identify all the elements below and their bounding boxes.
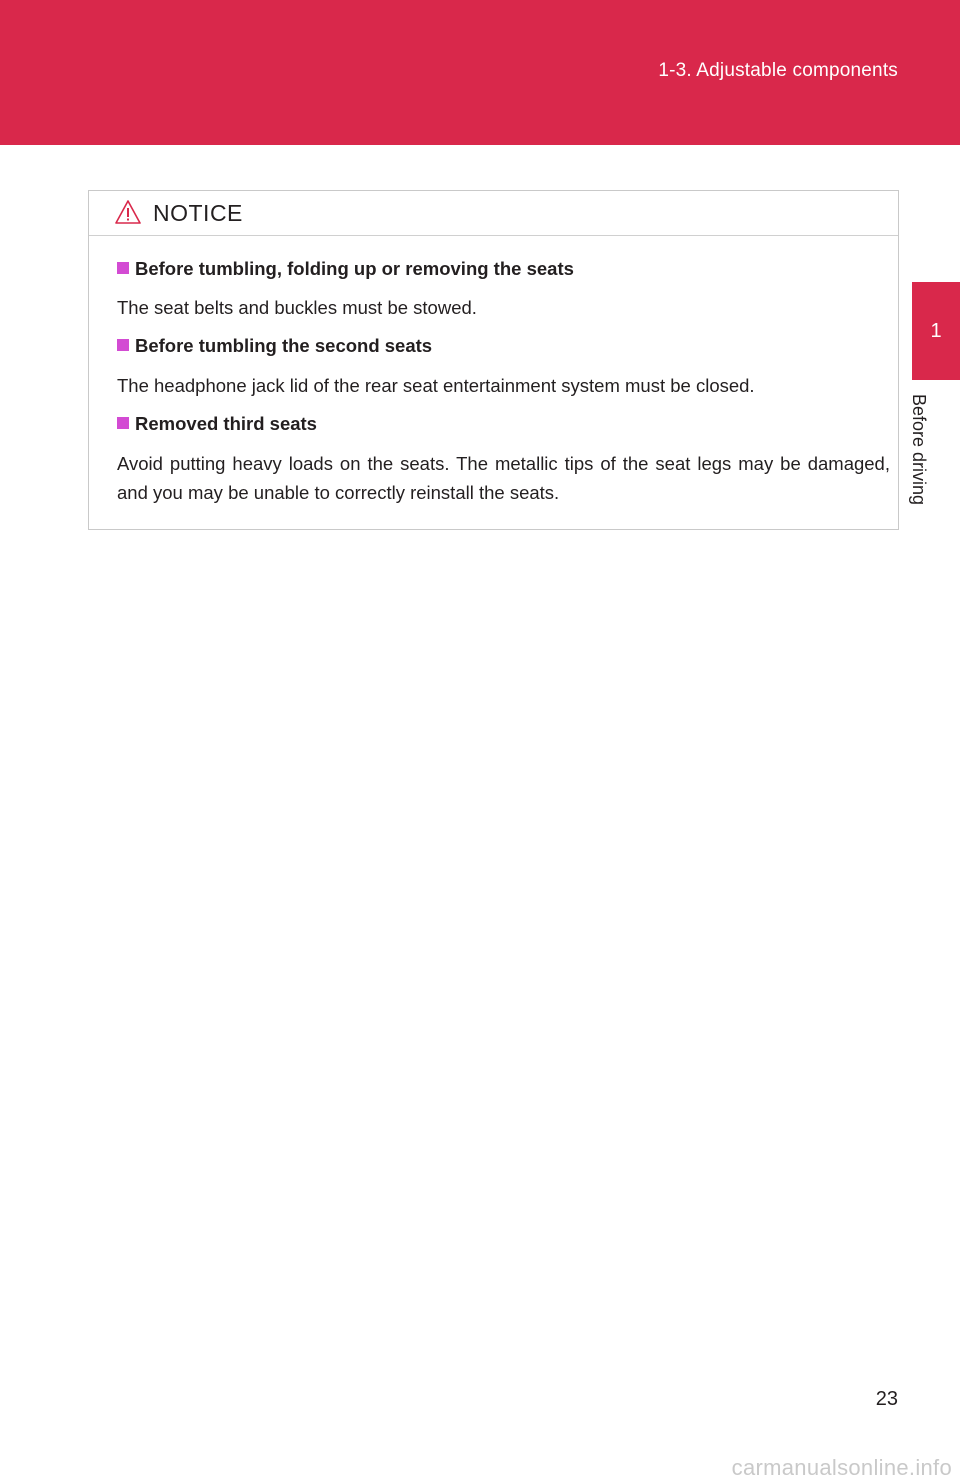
section-title: 1-3. Adjustable components (658, 60, 898, 81)
chapter-tab-label: Before driving (909, 394, 929, 506)
notice-item-heading-text: Removed third seats (135, 413, 317, 434)
notice-header (89, 191, 898, 236)
notice-item-text (117, 293, 890, 322)
watermark: carmanualsonline.info (731, 1455, 952, 1480)
square-bullet-icon (117, 262, 129, 274)
square-bullet-icon (117, 417, 129, 429)
notice-item-heading (117, 258, 574, 280)
notice-item-text-content: The headphone jack lid of the rear seat entertainment system must be closed. (117, 375, 755, 396)
notice-item-heading (117, 335, 432, 357)
notice-item-text (117, 371, 890, 400)
notice-item-text-content: Avoid putting heavy loads on the seats. The metallic tips of the seat legs may be damaged, and you may be unable to correctly reinstall the seats. (117, 453, 890, 503)
page-number: 23 (875, 1388, 898, 1410)
warning-triangle-icon (114, 199, 142, 225)
notice-item-text-content: The seat belts and buckles must be stowed. (117, 297, 477, 318)
notice-item-text (117, 449, 890, 507)
notice-box (88, 190, 899, 530)
notice-label: NOTICE (153, 200, 243, 226)
square-bullet-icon (117, 339, 129, 351)
header-band (0, 0, 960, 145)
notice-item-heading-text: Before tumbling, folding up or removing the seats (135, 258, 574, 279)
chapter-tab-label-wrap (909, 380, 960, 540)
notice-item-heading-text: Before tumbling the second seats (135, 335, 433, 356)
notice-item-heading (117, 413, 317, 435)
chapter-tab-number[interactable]: 1 (912, 282, 960, 380)
